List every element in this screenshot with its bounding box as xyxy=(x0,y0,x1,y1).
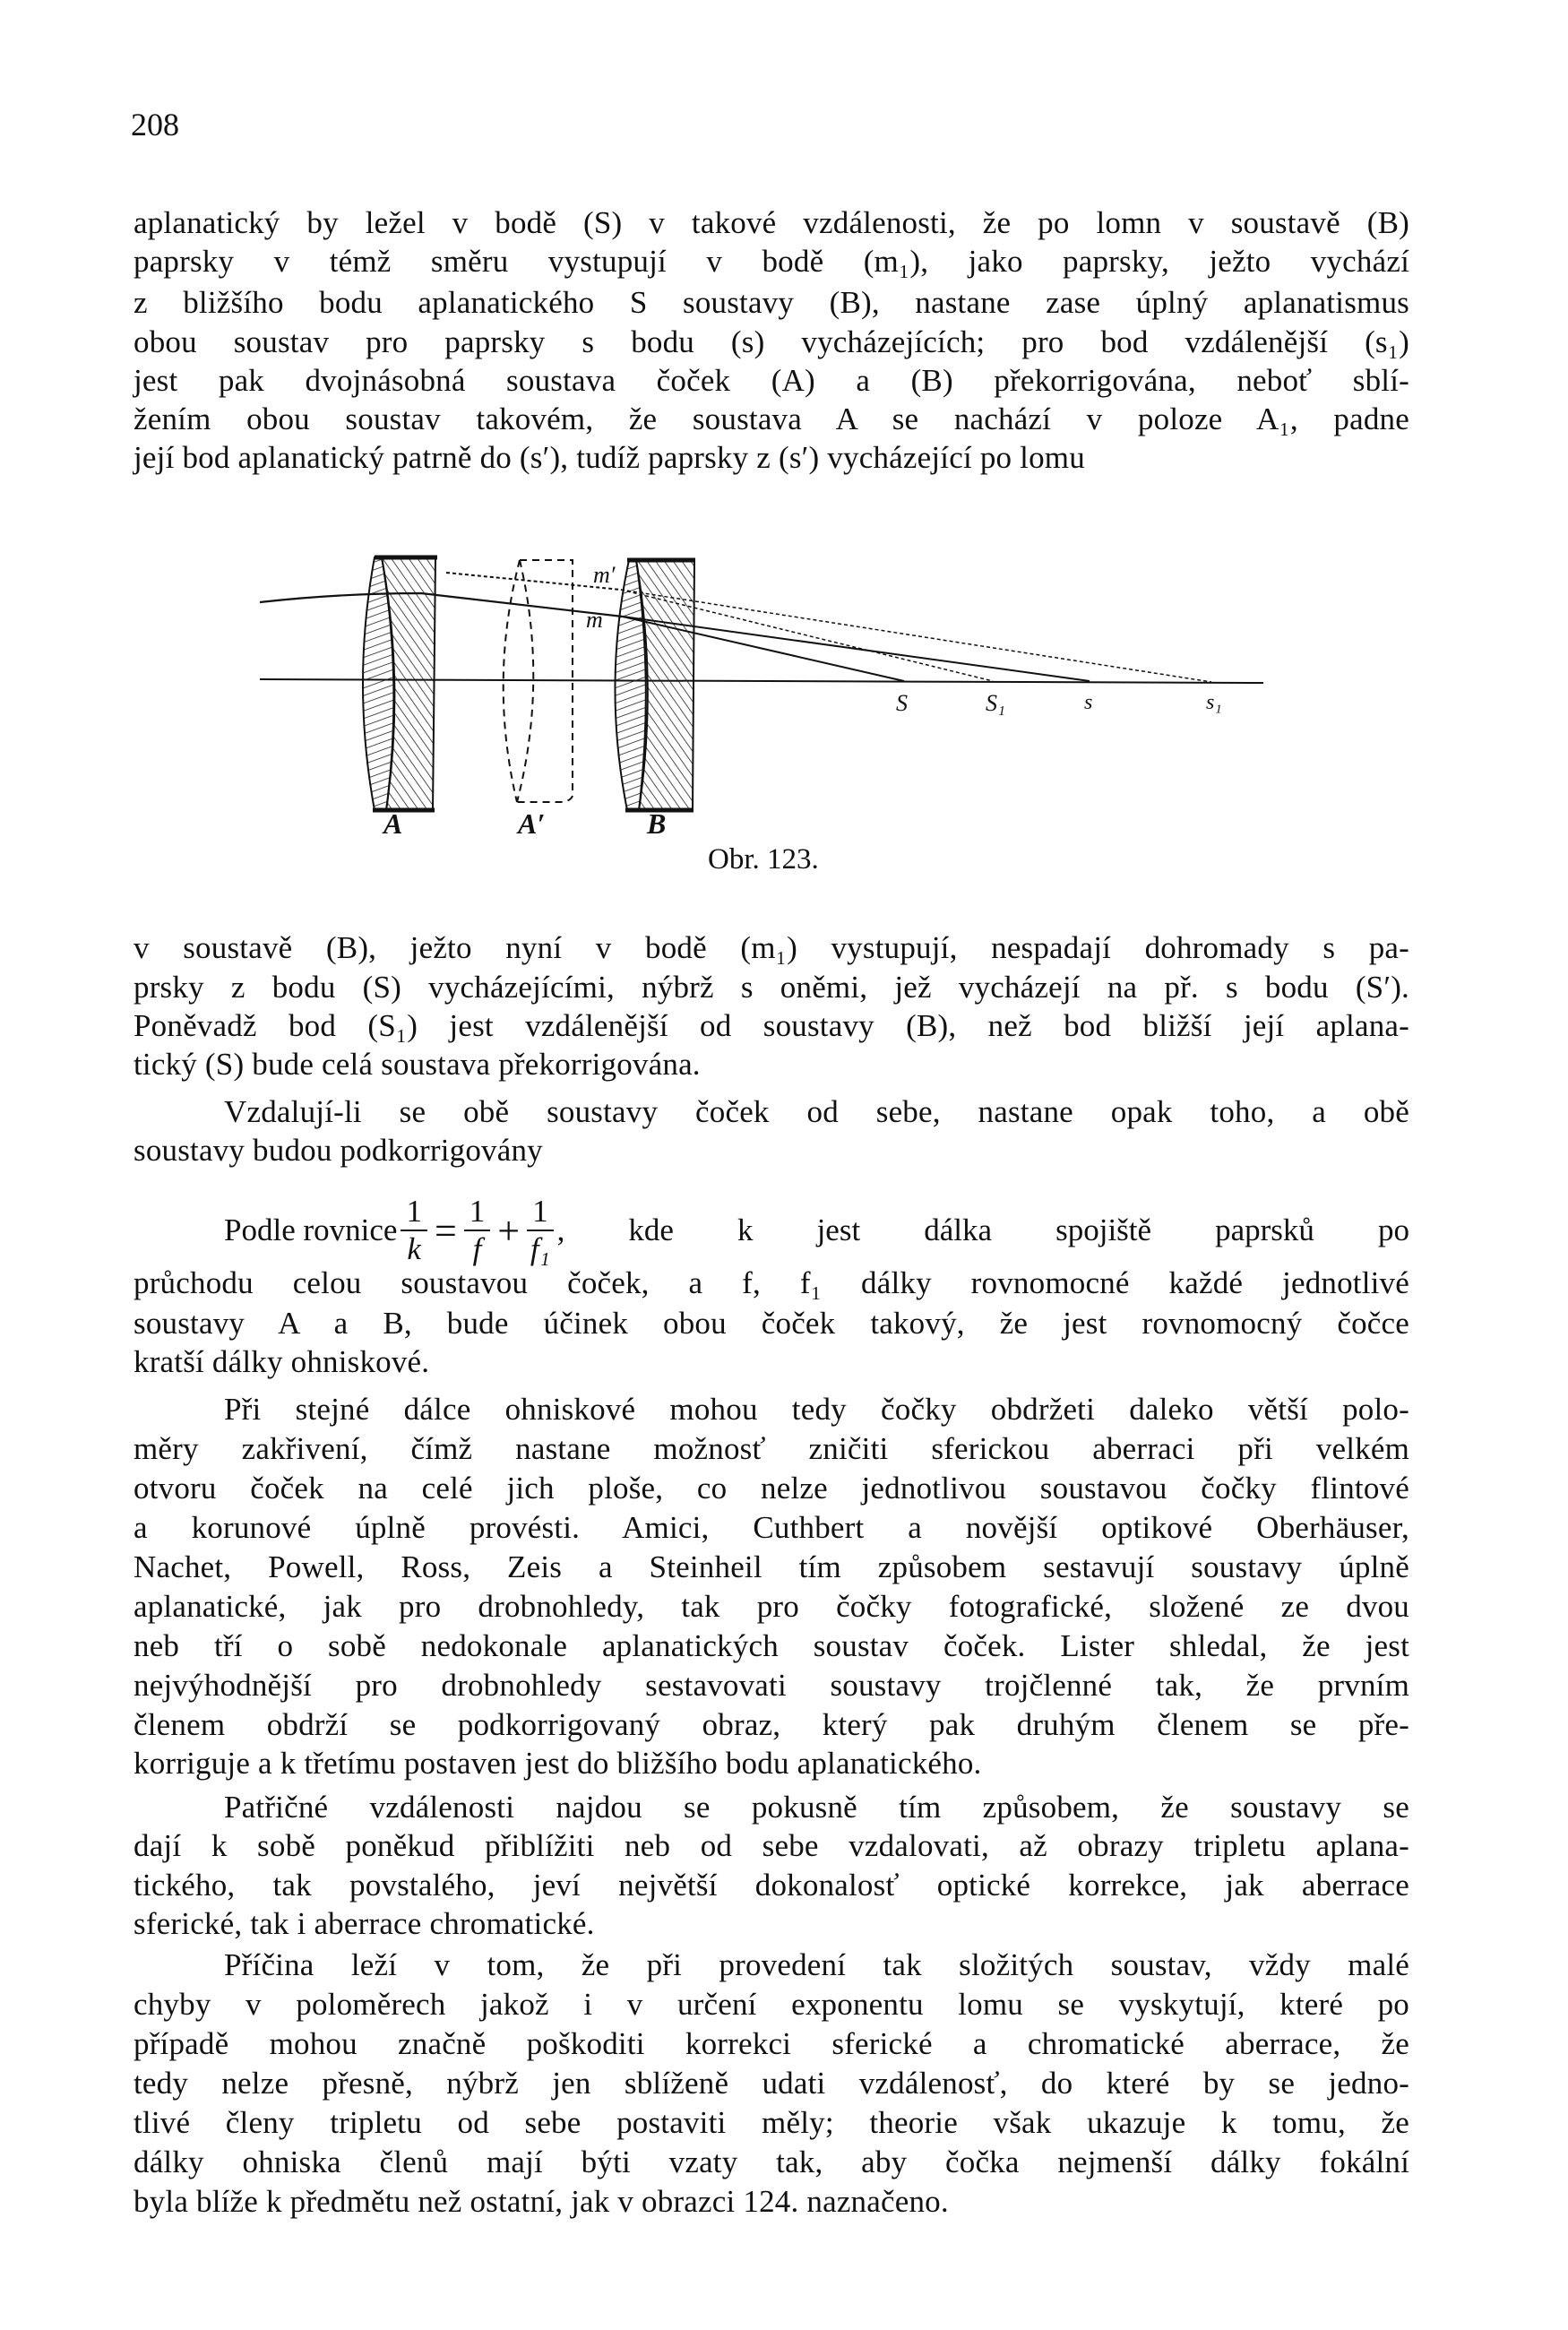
lens-b xyxy=(615,560,695,810)
text-line: nejvýhodnější pro drobnohledy sestavovati soustavy trojčlenné tak, že prvním xyxy=(134,1668,1409,1703)
text-line: obou soustav pro paprsky s bodu (s) vycházejících; pro bod vzdálenější (s₁) xyxy=(134,324,1409,359)
label-A-prime: A′ xyxy=(518,807,546,838)
fraction-1-over-f xyxy=(464,1194,491,1267)
label-s: s xyxy=(1084,691,1093,714)
text-line: její bod aplanatický patrně do (s′), tudíž paprsky z (s′) vycházející po lomu xyxy=(134,440,1085,475)
denominator: f₁ xyxy=(530,1231,550,1266)
text-line: tedy nelze přesně, nýbrž jen sblíženě udati vzdálenosť, do které by se jedno- xyxy=(134,2066,1409,2101)
text-line: Příčina leží v tom, že při provedení tak složitých soustav, vždy malé xyxy=(224,1947,1409,1982)
label-A: A xyxy=(383,807,403,838)
text-line: dálky ohniska členů mají býti vzaty tak, aby čočka nejmenší dálky fokální xyxy=(134,2144,1409,2179)
text-line: Nachet, Powell, Ross, Zeis a Steinheil tím způsobem sestavují soustavy úplně xyxy=(134,1549,1409,1584)
text-line: kratší dálky ohniskové. xyxy=(134,1344,430,1379)
text-line: sferické, tak i aberrace chromatické. xyxy=(134,1906,595,1941)
text-line: tického, tak povstalého, jeví největší dokonalosť optické korrekce, jak aberrace xyxy=(134,1868,1409,1903)
numerator: 1 xyxy=(401,1194,427,1231)
text-line: chyby v poloměrech jakož i v určení exponentu lomu se vyskytují, které po xyxy=(134,1987,1409,2022)
text-line: Poněvadž bod (S₁) jest vzdálenější od soustavy (B), než bod bližší její aplana- xyxy=(134,1008,1409,1043)
text-line: a korunové úplně provésti. Amici, Cuthbert a novější optikové Oberhäuser, xyxy=(134,1510,1409,1545)
label-s1: s₁ xyxy=(1206,691,1222,714)
formula-lead: Podle rovnice xyxy=(224,1212,398,1247)
text-line: žením obou soustav takovém, že soustava A se nachází v poloze A₁, padne xyxy=(134,401,1409,436)
label-B: B xyxy=(647,807,667,838)
equals-sign: = xyxy=(434,1208,457,1253)
fraction-1-over-f1 xyxy=(527,1194,554,1267)
formula-tail: , kde k jest dálka spojiště paprsků po xyxy=(556,1212,1409,1247)
text-line: měry zakřivení, čímž nastane možnosť zničiti sferickou aberraci při velkém xyxy=(134,1431,1409,1466)
label-m: m xyxy=(586,607,603,633)
text-line: v soustavě (B), ježto nyní v bodě (m₁) vystupují, nespadají dohromady s pa- xyxy=(134,930,1409,965)
label-S1: S₁ xyxy=(986,690,1006,716)
plus-sign: + xyxy=(497,1208,521,1253)
text-line: členem obdrží se podkorrigovaný obraz, který pak druhým členem se pře- xyxy=(134,1707,1409,1742)
page-number: 208 xyxy=(131,107,179,142)
text-line: dají k sobě poněkud přiblížiti neb od sebe vzdalovati, až obrazy tripletu aplana- xyxy=(134,1828,1409,1863)
text-line: prsky z bodu (S) vycházejícími, nýbrž s oněmi, jež vycházejí na př. s bodu (S′). xyxy=(134,970,1409,1005)
equation xyxy=(397,1194,556,1267)
formula-line xyxy=(224,1181,1409,1280)
text-line: paprsky v témž směru vystupují v bodě (m₁), jako paprsky, ježto vychází xyxy=(134,244,1409,279)
text-line: Patřičné vzdálenosti najdou se pokusně tím způsobem, že soustavy se xyxy=(224,1790,1409,1825)
text-line: byla blíže k předmětu než ostatní, jak v obrazci 124. naznačeno. xyxy=(134,2184,949,2219)
text-line: soustavy A a B, bude účinek obou čoček takový, že jest rovnomocný čočce xyxy=(134,1306,1409,1341)
text-line: z bližšího bodu aplanatického S soustavy (B), nastane zase úplný aplanatismus xyxy=(134,285,1409,320)
numerator: 1 xyxy=(464,1194,491,1231)
text-line: jest pak dvojnásobná soustava čoček (A) a (B) překorrigována, neboť sblí- xyxy=(134,363,1409,398)
text-line: neb tří o sobě nedokonale aplanatických soustav čoček. Lister shledal, že jest xyxy=(134,1628,1409,1663)
figure-caption: Obr. 123. xyxy=(708,843,819,876)
label-m-prime: m′ xyxy=(593,562,616,588)
text-line: korriguje a k třetímu postaven jest do bližšího bodu aplanatického. xyxy=(134,1746,982,1781)
denominator: f xyxy=(472,1231,482,1266)
text-line: tický (S) bude celá soustava překorrigována. xyxy=(134,1047,701,1082)
text-line: Při stejné dálce ohniskové mohou tedy čočky obdržeti daleko větší polo- xyxy=(224,1392,1409,1427)
text-line: průchodu celou soustavou čoček, a f, f₁ dálky rovnomocné každé jednotlivé xyxy=(134,1265,1409,1300)
denominator: k xyxy=(407,1231,421,1266)
text-line: soustavy budou podkorrigovány xyxy=(134,1133,543,1168)
fraction-1-over-k xyxy=(401,1194,427,1267)
text-line: tlivé členy tripletu od sebe postaviti měly; theorie však ukazuje k tomu, že xyxy=(134,2105,1409,2140)
text-line: aplanatický by ležel v bodě (S) v takové vzdálenosti, že po lomn v soustavě (B) xyxy=(134,205,1409,240)
text-line: aplanatické, jak pro drobnohledy, tak pro čočky fotografické, složené ze dvou xyxy=(134,1589,1409,1624)
label-S: S xyxy=(896,690,908,716)
figure-lens-diagram xyxy=(0,538,1568,838)
text-line: případě mohou značně poškoditi korrekci sferické a chromatické aberrace, že xyxy=(134,2026,1409,2061)
numerator: 1 xyxy=(527,1194,554,1231)
text-line: Vzdalují-li se obě soustavy čoček od sebe, nastane opak toho, a obě xyxy=(224,1094,1409,1129)
text-line: otvoru čoček na celé jich ploše, co nelze jednotlivou soustavou čočky flintové xyxy=(134,1471,1409,1506)
lens-a xyxy=(363,557,437,810)
